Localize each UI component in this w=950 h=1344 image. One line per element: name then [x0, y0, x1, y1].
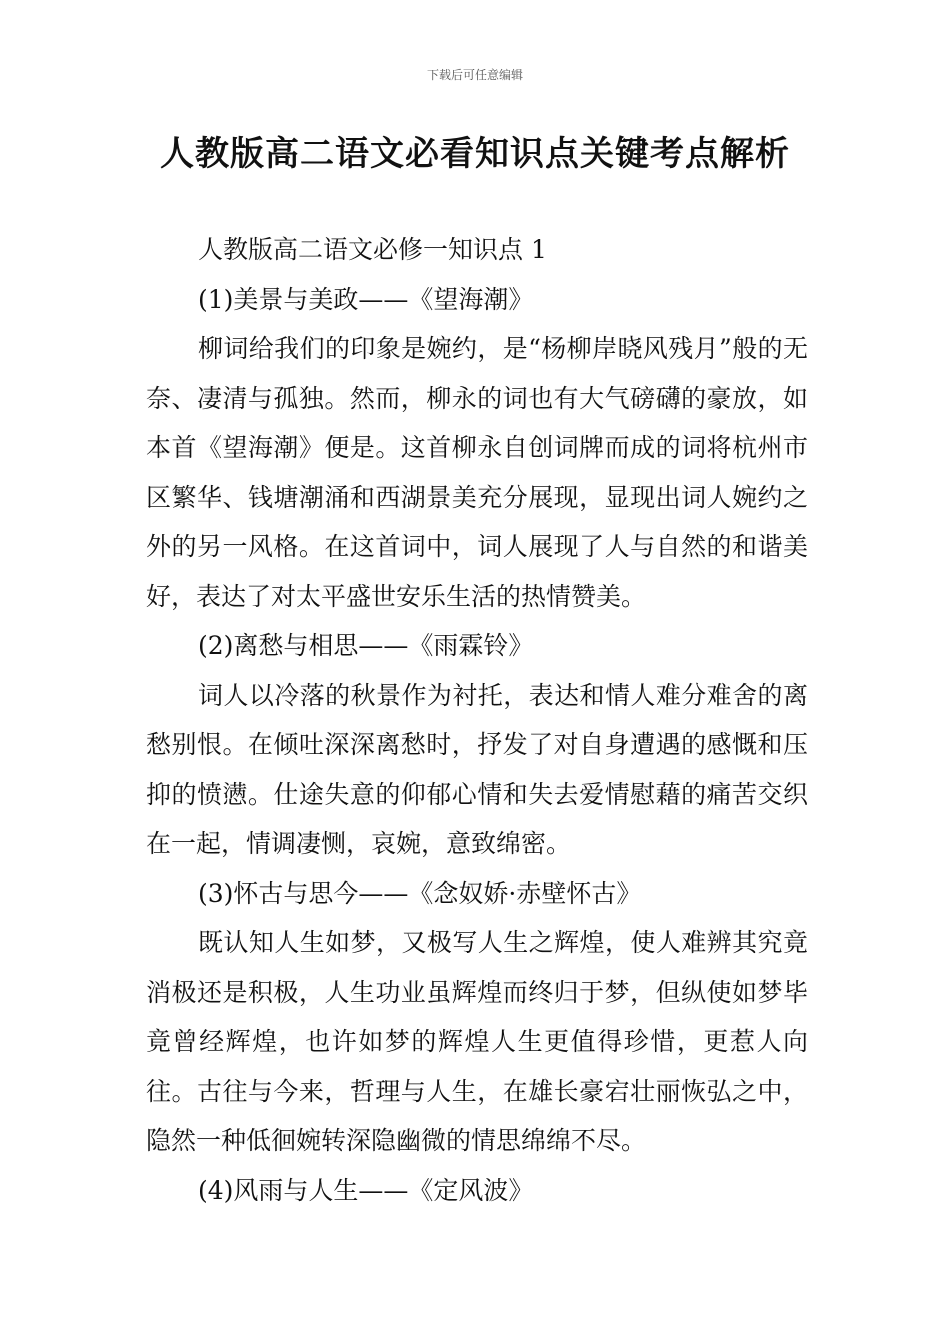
item-body-1: 柳词给我们的印象是婉约，是“杨柳岸晓风残月”般的无奈、凄清与孤独。然而，柳永的词也有大气磅礴的豪放，如本首《望海潮》便是。这首柳永自创词牌而成的词将杭州市区繁华、钱塘潮涌和西湖景美充分展现，显现出词人婉约之外的另一风格。在这首词中，词人展现了人与自然的和谐美好，表达了对太平盛世安乐生活的热情赞美。: [146, 334, 808, 611]
item-heading-3: (3)怀古与思今——《念奴娇·赤壁怀古》: [198, 878, 642, 908]
item-heading-1: (1)美景与美政——《望海潮》: [198, 284, 534, 314]
document-title: 人教版高二语文必看知识点关键考点解析: [160, 134, 790, 174]
document-body: [146, 225, 808, 1215]
item-heading-2: (2)离愁与相思——《雨霖铃》: [198, 631, 534, 660]
item-heading-4: (4)风雨与人生——《定风波》: [198, 1175, 534, 1205]
header-note: 下载后可任意编辑: [426, 68, 523, 82]
section-title: 人教版高二语文必修一知识点 1: [198, 235, 547, 264]
item-body-3: 既认知人生如梦，又极写人生之辉煌，使人难辨其究竟消极还是积极，人生功业虽辉煌而终归于梦，但纵使如梦毕竟曾经辉煌，也许如梦的辉煌人生更值得珍惜，更惹人向往。古往与今来，哲理与人生，在雄长豪宕壮丽恢弘之中，隐然一种低徊婉转深隐幽微的情思绵绵不尽。: [146, 928, 808, 1155]
item-body-2: 词人以冷落的秋景作为衬托，表达和情人难分难舍的离愁别恨。在倾吐深深离愁时，抒发了对自身遭遇的感慨和压抑的愤懑。仕途失意的仰郁心情和失去爱情慰藉的痛苦交织在一起，情调凄恻，哀婉，意致绵密。: [146, 680, 808, 858]
